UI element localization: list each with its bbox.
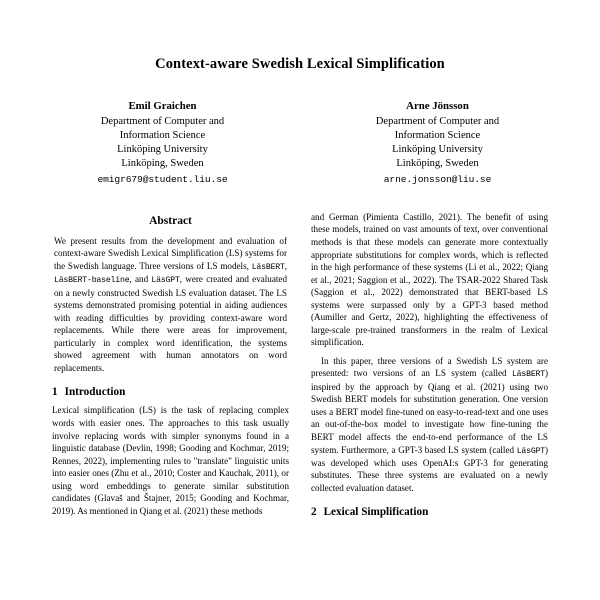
author-email[interactable]: arne.jonsson@liu.se — [383, 174, 492, 186]
author-entry — [55, 99, 270, 187]
author-affiliation-line: Information Science — [119, 130, 206, 142]
model-name-lasgpt: LäsGPT — [151, 276, 180, 286]
page-title: Context-aware Swedish Lexical Simplification — [155, 56, 445, 72]
model-name-lasbert: LäsBERT — [251, 263, 285, 273]
right-paragraph-1: and German (Pimienta Castillo, 2021). The benefit of using these models, trained on vast amounts of text, over conventional methods is that these models can generate more contextually appropriate substitutions for complex words, which is reflected in the high performance of these systems (Li et al., 2022; Qiang et al., 2021; Saggion et al., 2022). The TSAR-2022 Shared Task (Saggion et al., 2022) demonstrated that BERT-based LS systems were surpassed only by a GPT-3 based method (Aumiller and Gertz, 2022), highlighting the effectiveness of large-scale pre-trained transformers in the realm of Lexical simplification. — [311, 211, 548, 348]
abstract-text-3: , and — [129, 274, 152, 285]
abstract-paragraph — [54, 235, 287, 375]
author-affiliation-line: Department of Computer and — [100, 116, 225, 128]
section-title: Lexical Simplification — [323, 506, 429, 519]
author-affiliation-line: Linköping, Sweden — [121, 158, 204, 170]
section-paragraph: Lexical simplification (LS) is the task of replacing complex words with easier ones. The approaches to this task usually involve replacing words with simpler synonyms found in a linguistic database (Devlin, 1998; Gooding and Kochmar, 2019; Rennes, 2022), implementing rules to "translate" linguistic units into easier ones (Zhu et al., 2010; Coster and Kauchak, 2011), or using word embeddings to generate similar substitution candidates (Glavaš and Štajner, 2015; Gooding and Kochmar, 2019). As mentioned in Qiang et al. (2021) these methods — [52, 405, 289, 516]
author-block — [52, 99, 548, 187]
abstract-text-4: , were created and evaluated on a newly constructed Swedish LS evaluation dataset. The LS systems demonstrated promising potential in aiding audiences with reading difficulties by providing context-aware word replacements. While there were areas for improvement, particularly in complex word identification, the systems showed agreement with human annotators on word replacements. — [54, 274, 287, 373]
author-entry — [330, 99, 545, 187]
left-column — [52, 211, 289, 525]
right-text-1: In this paper, three versions of a Swedish LS system are presented: two versions of an LS system (called — [311, 355, 548, 379]
author-affiliation-line: Linköping University — [117, 144, 208, 156]
author-name: Arne Jönsson — [406, 100, 469, 112]
two-column-body — [52, 211, 548, 525]
abstract-text-1: We present results from the development and evaluation of context-aware Swedish Lexical Simplification (LS) systems for the Swedish language. Three versions of LS models, — [54, 235, 287, 272]
section-number: 1 — [52, 386, 58, 399]
section-heading-lexical-simplification — [311, 506, 548, 518]
section-heading-introduction — [52, 386, 289, 398]
author-email[interactable]: emigr679@student.liu.se — [97, 174, 228, 186]
right-text-2: ) inspired by the approach by Qiang et al. (2021) using two Swedish BERT models for substitution generation. One version uses a BERT model fine-tuned on easy-to-read-text and one uses an out-of-the-box model to investigate how fine-tuning the BERT model affects the end-to-end performance of the LS system. Furthermore, a GPT-3 based LS system (called — [311, 368, 548, 455]
abstract-text-2: , — [284, 261, 287, 272]
model-name-lasbert: LäsBERT — [511, 370, 545, 380]
right-paragraph-2 — [311, 355, 548, 495]
right-column — [311, 211, 548, 525]
right-text-3: ) was developed which uses OpenAI:s GPT-3 for generating substitutes. These three systems are evaluated on a newly collected evaluation dataset. — [311, 444, 548, 493]
author-affiliation-line: Linköping, Sweden — [396, 158, 479, 170]
author-affiliation-line: Information Science — [394, 130, 481, 142]
author-affiliation-line: Linköping University — [392, 144, 483, 156]
model-name-lasbert-baseline: LäsBERT-baseline — [54, 276, 130, 286]
abstract-body — [52, 235, 289, 375]
model-name-lasgpt: LäsGPT — [516, 446, 545, 456]
abstract-heading: Abstract — [149, 214, 192, 227]
author-name: Emil Graichen — [128, 100, 197, 112]
section-title: Introduction — [64, 386, 126, 399]
section-number: 2 — [311, 506, 317, 519]
author-affiliation-line: Department of Computer and — [375, 116, 500, 128]
